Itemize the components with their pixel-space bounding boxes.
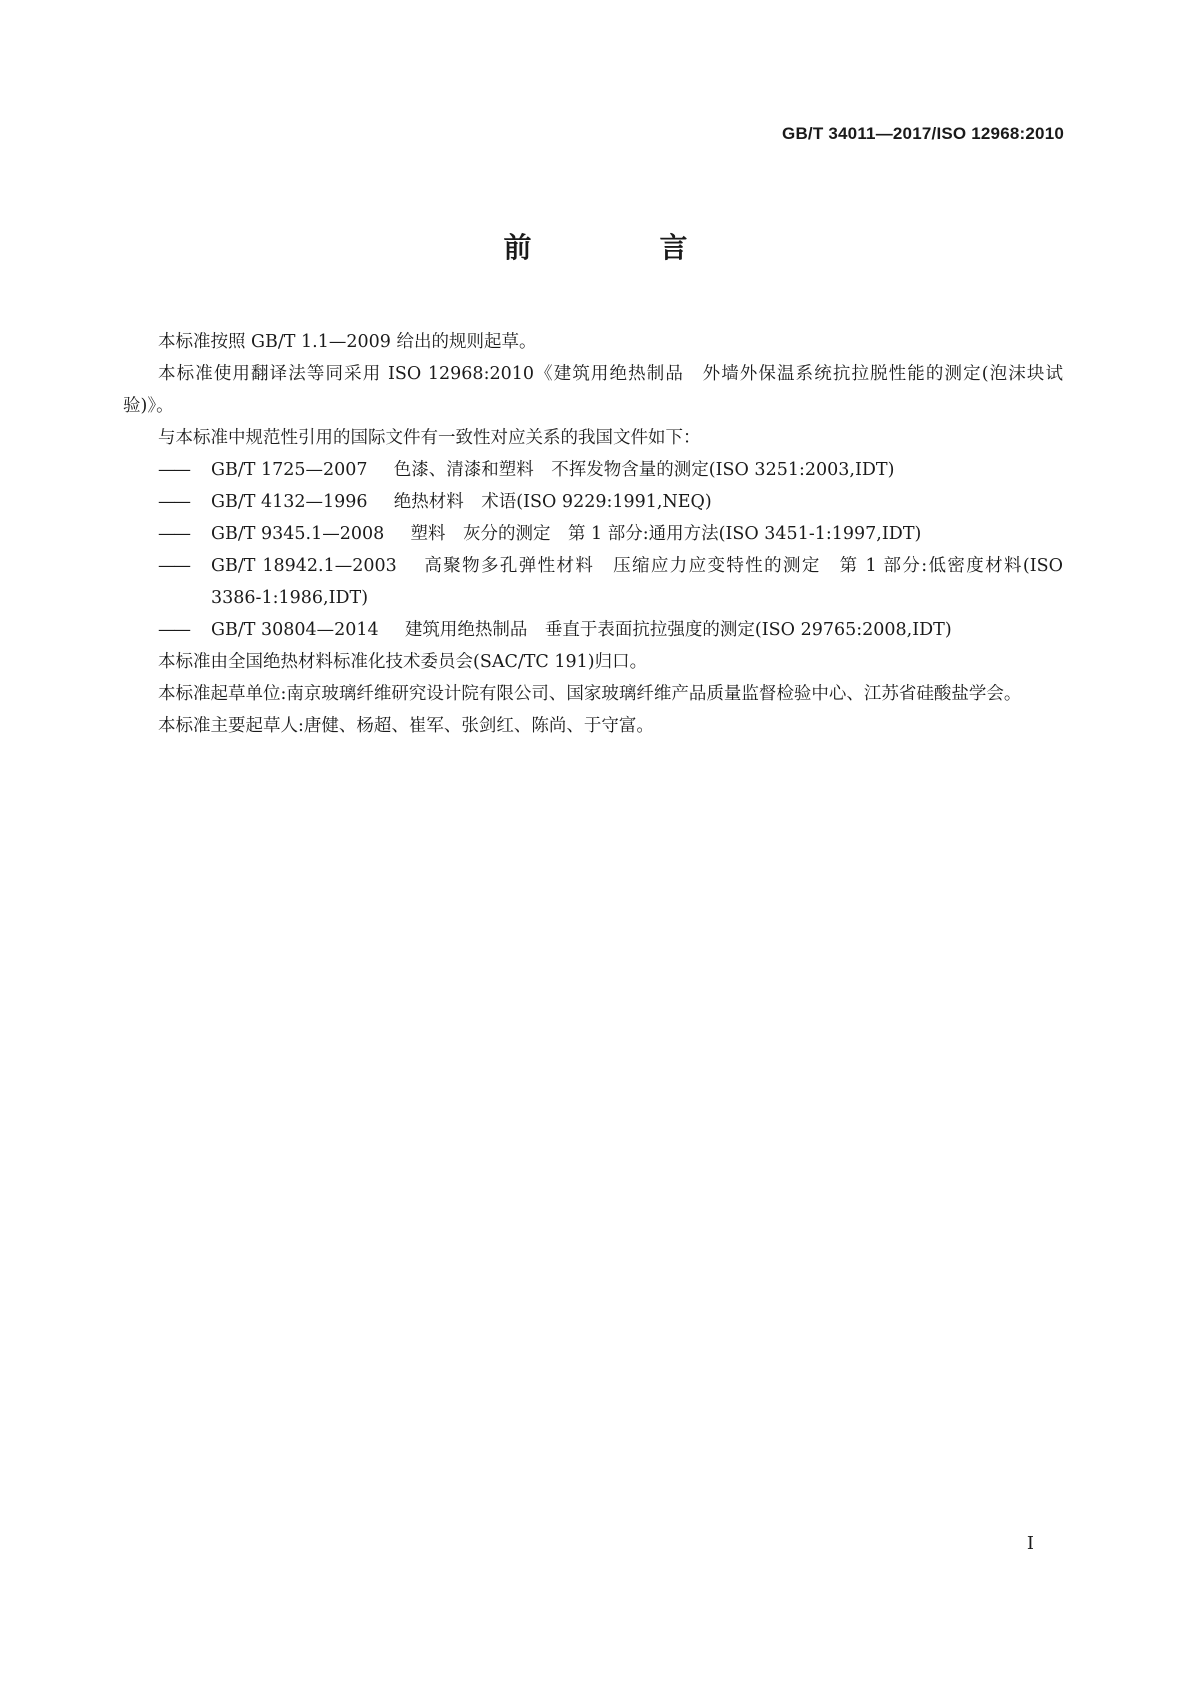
list-dash: —— <box>158 524 189 544</box>
paragraph-drafters: 本标准主要起草人:唐健、杨超、崔军、张剑红、陈尚、于守富。 <box>158 716 654 736</box>
paragraph-drafting-units: 本标准起草单位:南京玻璃纤维研究设计院有限公司、国家玻璃纤维产品质量监督检验中心、江苏省硅酸盐学会。 <box>158 684 1022 704</box>
paragraph-reference-intro: 与本标准中规范性引用的国际文件有一致性对应关系的我国文件如下： <box>158 428 701 448</box>
reference-code: GB/T 1725—2007 <box>211 460 368 480</box>
list-dash: —— <box>158 460 189 480</box>
reference-title: 塑料 灰分的测定 第 1 部分:通用方法(ISO 3451-1:1997,IDT) <box>410 524 922 544</box>
list-dash: —— <box>158 556 189 576</box>
page-title: 前 言 <box>503 231 738 264</box>
reference-code: GB/T 4132—1996 <box>211 492 368 512</box>
reference-item <box>123 486 1063 518</box>
reference-code: GB/T 9345.1—2008 <box>211 524 385 544</box>
page-number: I <box>1026 1533 1034 1554</box>
reference-item <box>123 454 1063 486</box>
paragraph-adoption: 本标准使用翻译法等同采用 ISO 12968:2010《建筑用绝热制品 外墙外保温系统抗拉脱性能的测定(泡沫块试验)》。 <box>123 364 1063 416</box>
list-dash: —— <box>158 620 189 640</box>
reference-title: 建筑用绝热制品 垂直于表面抗拉强度的测定(ISO 29765:2008,IDT) <box>404 620 952 640</box>
reference-title: 高聚物多孔弹性材料 压缩应力应变特性的测定 第 1 部分:低密度材料(ISO 3386-1:1986,IDT) <box>211 556 1063 608</box>
reference-item <box>123 518 1063 550</box>
reference-item <box>123 614 1063 646</box>
document-body <box>123 326 1063 742</box>
reference-code: GB/T 18942.1—2003 <box>211 556 397 576</box>
reference-title: 绝热材料 术语(ISO 9229:1991,NEQ) <box>393 492 712 512</box>
paragraph-committee: 本标准由全国绝热材料标准化技术委员会(SAC/TC 191)归口。 <box>158 652 648 672</box>
list-dash: —— <box>158 492 189 512</box>
paragraph-drafting-rules: 本标准按照 GB/T 1.1—2009 给出的规则起草。 <box>158 332 537 352</box>
reference-item <box>123 550 1063 614</box>
reference-title: 色漆、清漆和塑料 不挥发物含量的测定(ISO 3251:2003,IDT) <box>393 460 895 480</box>
page-header: GB/T 34011—2017/ISO 12968:2010 <box>782 124 1064 143</box>
reference-code: GB/T 30804—2014 <box>211 620 379 640</box>
